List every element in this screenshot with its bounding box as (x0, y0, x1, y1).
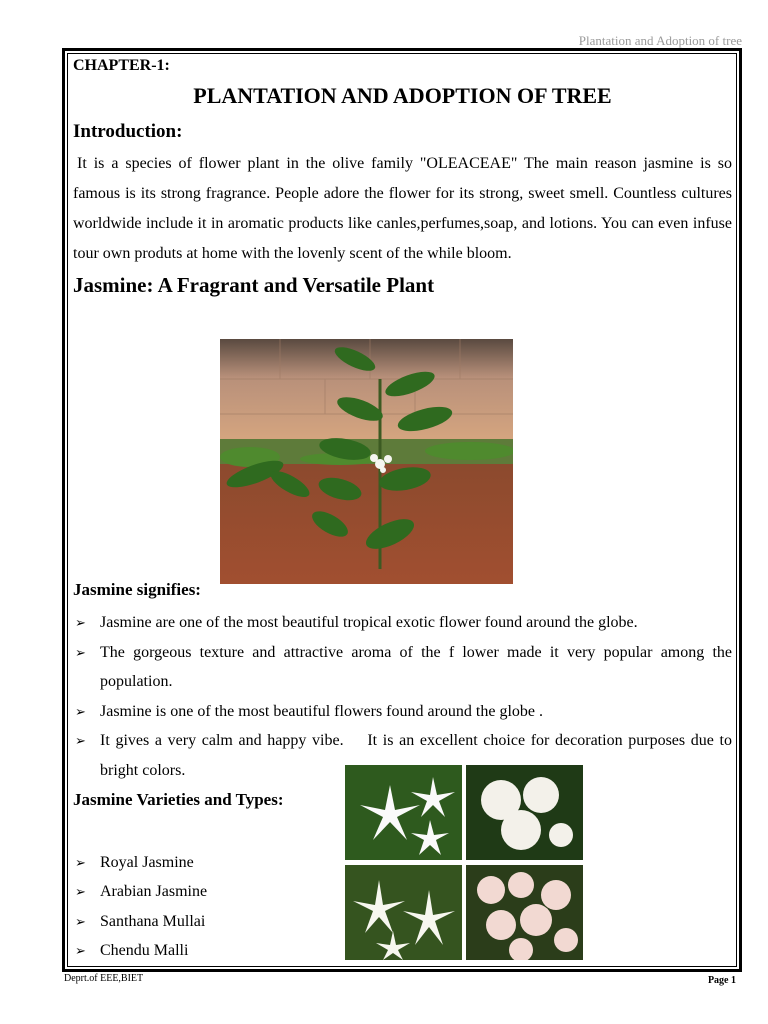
list-item: ➢ Arabian Jasmine (73, 877, 207, 906)
mullai-jasmine-photo (345, 865, 462, 960)
signifies-heading: Jasmine signifies: (73, 580, 201, 599)
chapter-title: PLANTATION AND ADOPTION OF TREE (193, 83, 612, 108)
chendu-malli-photo (466, 865, 583, 960)
jasmine-plant-photo (220, 339, 513, 584)
subtitle: Jasmine: A Fragrant and Versatile Plant (73, 273, 435, 297)
arrow-bullet-icon: ➢ (75, 942, 86, 958)
arabian-jasmine-photo (466, 765, 583, 860)
arrow-bullet-icon: ➢ (75, 913, 86, 929)
arrow-bullet-icon: ➢ (75, 703, 86, 719)
chapter-label: CHAPTER-1: (73, 57, 170, 74)
list-item: ➢ Chendu Malli (73, 936, 207, 965)
list-item: ➢ The gorgeous texture and attractive aroma of the f lower made it very popular among the population. (73, 638, 732, 697)
list-item: ➢ Jasmine are one of the most beautiful tropical exotic flower found around the globe. (73, 608, 732, 638)
varieties-heading: Jasmine Varieties and Types: (73, 790, 284, 809)
arrow-bullet-icon: ➢ (75, 884, 86, 900)
arrow-bullet-icon: ➢ (75, 733, 86, 748)
list-item: ➢ Santhana Mullai (73, 907, 207, 936)
list-item: ➢ It gives a very calm and happy vibe. It is an excellent choice for decoration purposes due to bright colors. (73, 726, 732, 785)
footer-department: Deprt.of EEE,BIET (64, 973, 144, 984)
varieties-list (73, 848, 207, 965)
list-item: ➢ Royal Jasmine (73, 848, 207, 877)
star-jasmine-photo (345, 765, 462, 860)
arrow-bullet-icon: ➢ (75, 615, 86, 630)
list-item: ➢ Jasmine is one of the most beautiful flowers found around the globe . (73, 697, 732, 727)
running-header: Plantation and Adoption of tree (578, 33, 742, 48)
introduction-heading: Introduction: (73, 121, 183, 142)
arrow-bullet-icon: ➢ (75, 644, 86, 660)
page-content (73, 55, 732, 298)
jasmine-flowers-collage (345, 765, 583, 961)
arrow-bullet-icon: ➢ (75, 855, 86, 870)
footer-page-number: Page 1 (707, 975, 736, 986)
signifies-list (73, 608, 732, 785)
introduction-body: It is a species of flower plant in the olive family "OLEACEAE" The main reason jasmine is so famous is its strong fragrance. People adore the flower for its strong, sweet smell. Countless cultures worldwide include it in aromatic products like canles,perfumes,soap, and lotions. You can even infuse tour own produts at home with the lovenly scent of the while bloom. (73, 155, 732, 262)
